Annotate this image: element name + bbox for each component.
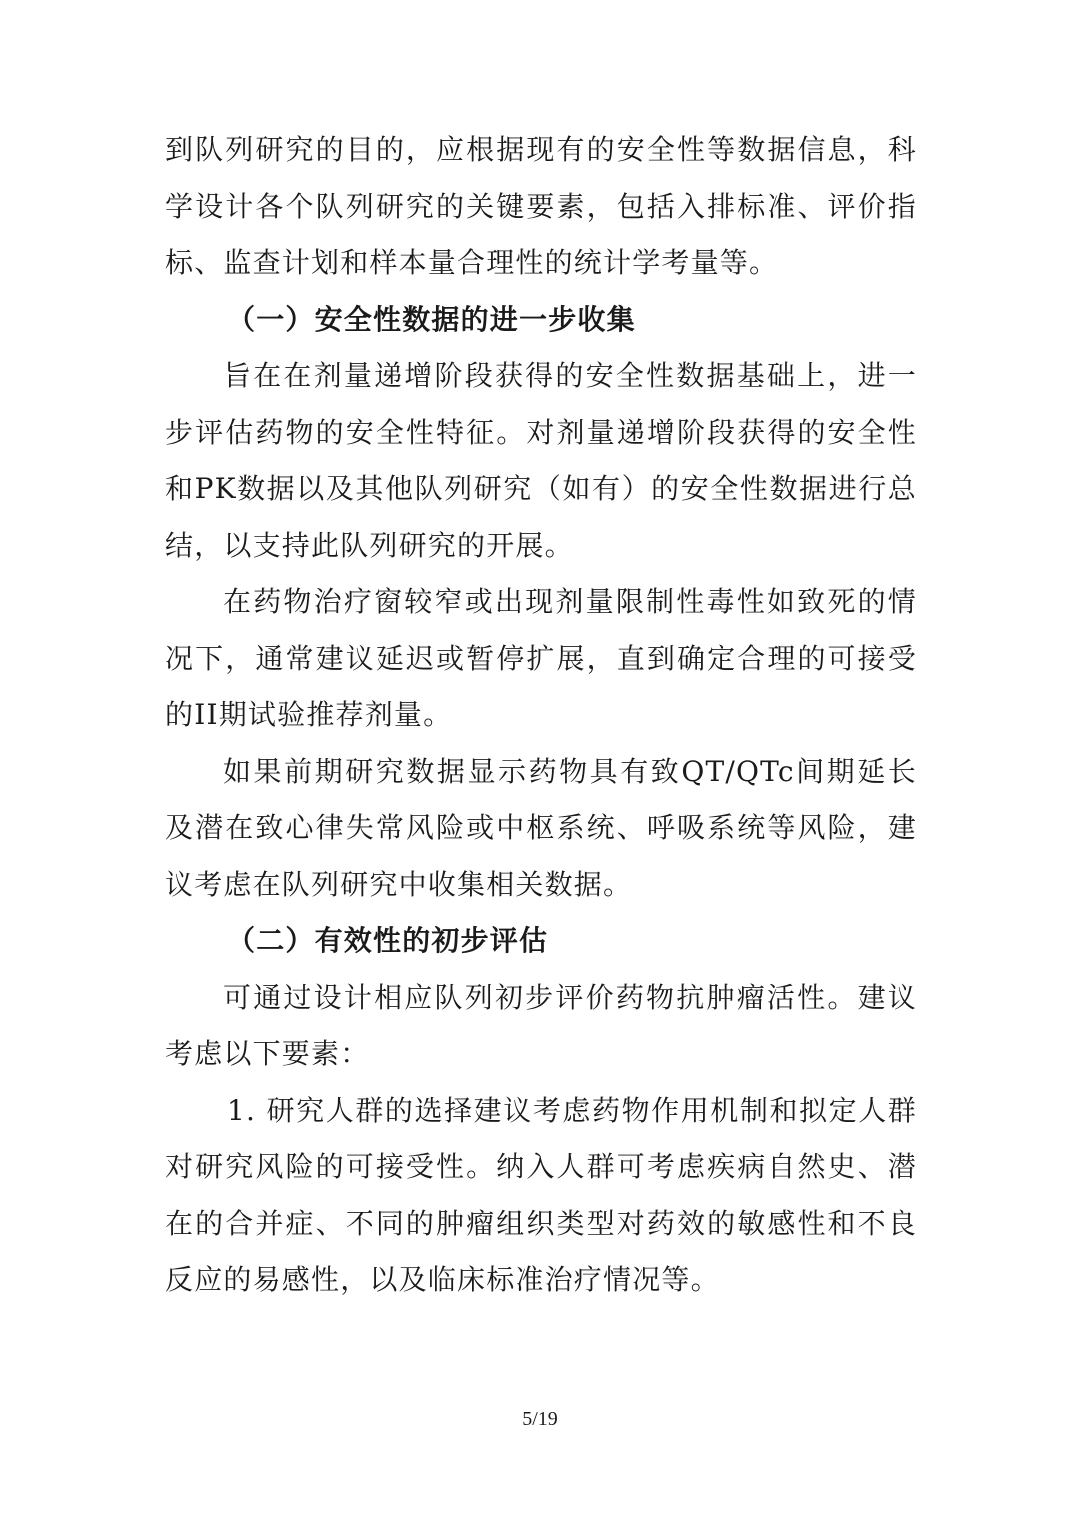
document-body — [165, 122, 917, 1309]
body-paragraph: 如果前期研究数据显示药物具有致QT/QTc间期延长及潜在致心律失常风险或中枢系统、呼吸系统等风险，建议考虑在队列研究中收集相关数据。 — [165, 754, 917, 901]
page-number: 5/19 — [522, 1408, 558, 1430]
continuation-paragraph: 到队列研究的目的，应根据现有的安全性等数据信息，科学设计各个队列研究的关键要素，包括入排标准、评价指标、监查计划和样本量合理性的统计学考量等。 — [165, 133, 917, 279]
body-paragraph: 可通过设计相应队列初步评价药物抗肿瘤活性。建议考虑以下要素： — [165, 980, 917, 1070]
section-heading-efficacy: （二）有效性的初步评估 — [227, 924, 549, 957]
body-paragraph: 旨在在剂量递增阶段获得的安全性数据基础上，进一步评估药物的安全性特征。对剂量递增阶段获得的安全性和PK数据以及其他队列研究（如有）的安全性数据进行总结，以支持此队列研究的开展。 — [165, 359, 917, 562]
numbered-paragraph: 1. 研究人群的选择建议考虑药物作用机制和拟定人群对研究风险的可接受性。纳入人群可考虑疾病自然史、潜在的合并症、不同的肿瘤组织类型对药效的敏感性和不良反应的易感性，以及临床标准治疗情况等。 — [165, 1093, 917, 1296]
section-heading-safety: （一）安全性数据的进一步收集 — [227, 302, 636, 336]
body-paragraph: 在药物治疗窗较窄或出现剂量限制性毒性如致死的情况下，通常建议延迟或暂停扩展，直到确定合理的可接受的II期试验推荐剂量。 — [165, 585, 917, 731]
